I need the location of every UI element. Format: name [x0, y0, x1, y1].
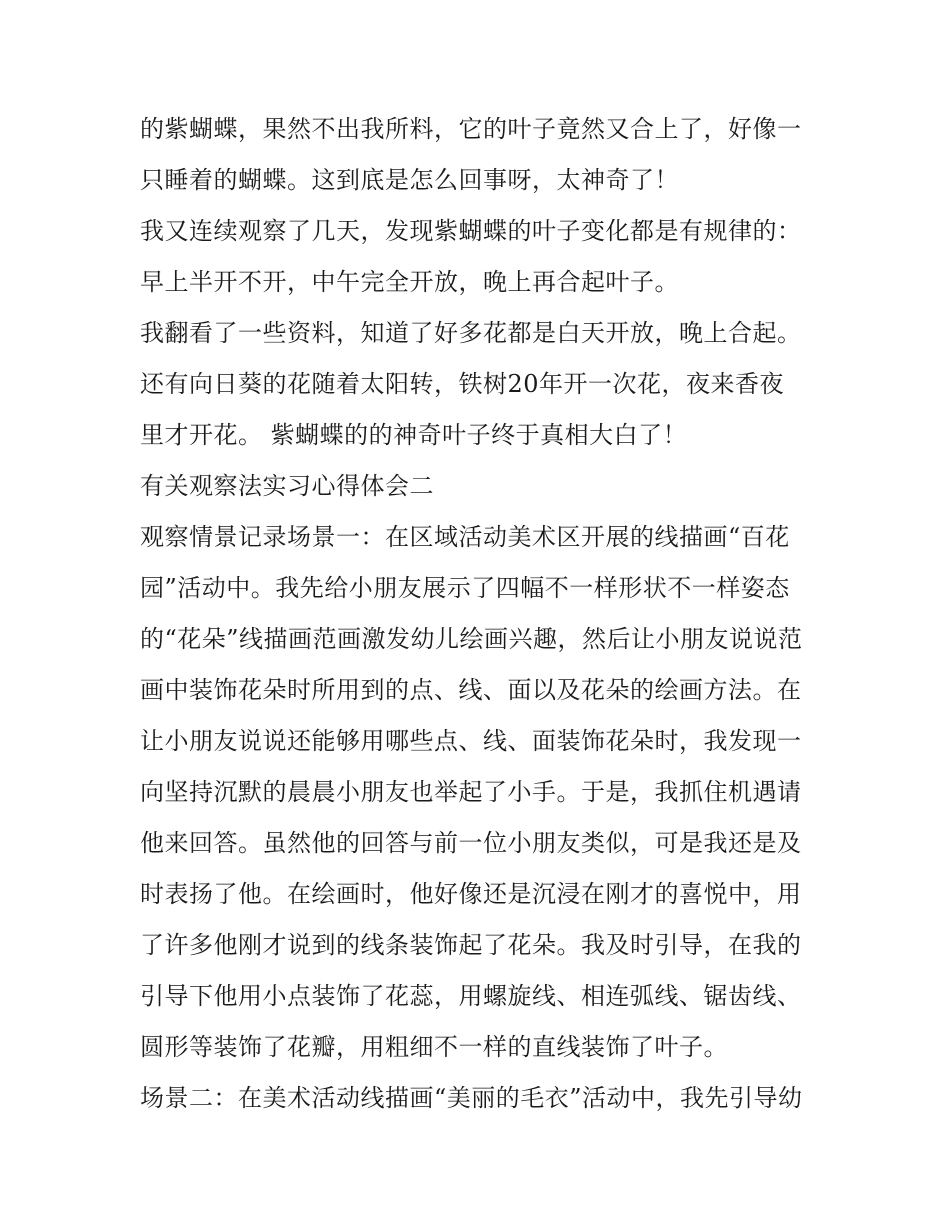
text-line: 了许多他刚才说到的线条装饰起了花朵。我及时引导，在我的	[140, 931, 802, 959]
text-line: 观察情景记录场景一：在区域活动美术区开展的线描画“百花	[140, 523, 790, 551]
text-line: 时表扬了他。在绘画时，他好像还是沉浸在刚才的喜悦中，用	[140, 880, 802, 908]
paragraph-1	[140, 104, 820, 206]
text-line: 圆形等装饰了花瓣，用粗细不一样的直线装饰了叶子。	[140, 1033, 728, 1061]
text-line: 我翻看了一些资料，知道了好多花都是白天开放，晚上合起。	[140, 319, 802, 347]
paragraph-3	[140, 308, 820, 461]
text-line: 还有向日葵的花随着太阳转，铁树20年开一次花，夜来香夜	[140, 370, 785, 398]
text-line: 向坚持沉默的晨晨小朋友也举起了小手。于是，我抓住机遇请	[140, 778, 802, 806]
text-line: 我又连续观察了几天，发现紫蝴蝶的叶子变化都是有规律的：	[140, 217, 802, 245]
text-line: 画中装饰花朵时所用到的点、线、面以及花朵的绘画方法。在	[140, 676, 802, 704]
text-line: 早上半开不开，中午完全开放，晚上再合起叶子。	[140, 268, 679, 296]
text-line: 里才开花。 紫蝴蝶的的神奇叶子终于真相大白了！	[140, 421, 688, 449]
paragraph-4	[140, 512, 820, 1073]
paragraph-2	[140, 206, 820, 308]
text-line: 他来回答。虽然他的回答与前一位小朋友类似，可是我还是及	[140, 829, 802, 857]
text-line: 的紫蝴蝶，果然不出我所料，它的叶子竟然又合上了，好像一	[140, 115, 802, 143]
text-line: 引导下他用小点装饰了花蕊，用螺旋线、相连弧线、锯齿线、	[140, 982, 802, 1010]
text-line: 让小朋友说说还能够用哪些点、线、面装饰花朵时，我发现一	[140, 727, 802, 755]
text-line: 园”活动中。我先给小朋友展示了四幅不一样形状不一样姿态	[140, 574, 790, 602]
paragraph-5	[140, 1073, 820, 1124]
text-line: 只睡着的蝴蝶。这到底是怎么回事呀，太神奇了！	[140, 166, 679, 194]
document-body	[140, 104, 820, 1124]
text-line: 场景二：在美术活动线描画“美丽的毛衣”活动中，我先引导幼	[140, 1084, 803, 1112]
text-line: 的“花朵”线描画范画激发幼儿绘画兴趣，然后让小朋友说说范	[140, 625, 803, 653]
section-title: 有关观察法实习心得体会二	[140, 472, 434, 500]
